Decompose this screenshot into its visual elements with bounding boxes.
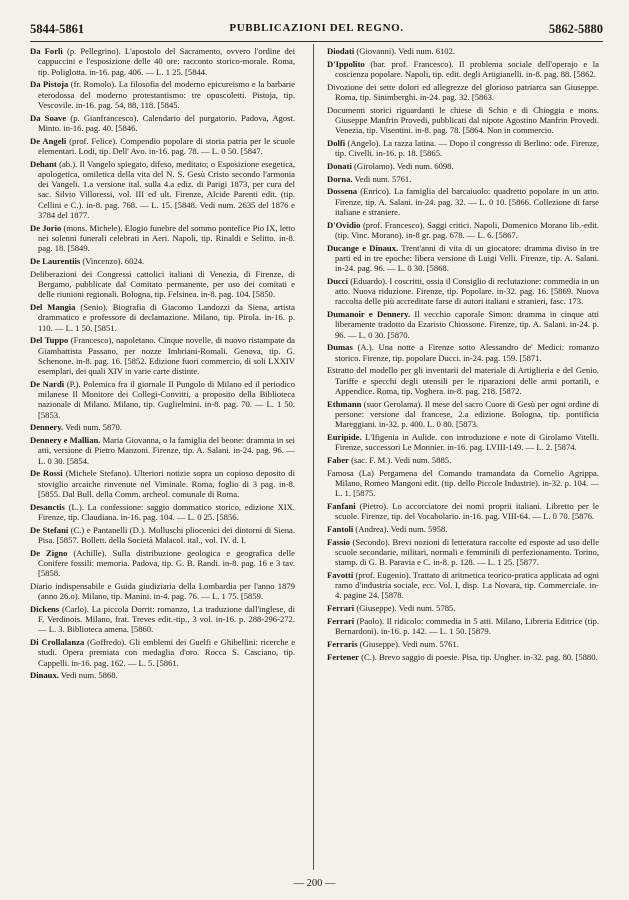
entry-author: De Stefani [30, 524, 69, 535]
entry-author: Fertener [327, 651, 359, 662]
entry-text: (Giovanni). Vedi num. 6102. [356, 46, 456, 56]
header-left-range: 5844-5861 [30, 22, 85, 36]
entry-text: (Angelo). La razza latina. — Dopo il congresso di Berlino: ode. Firenze, tip. Civelli. in-16. p. 18. [5865. [335, 137, 599, 159]
entry-text: Divozione dei sette dolori ed allegrezze del glorioso patriarca san Giuseppe. Roma, tip. Sinimberghi. in-24. pag. 32. [5863. [327, 81, 599, 102]
catalog-entry [327, 639, 599, 649]
catalog-entry [30, 604, 295, 635]
entry-text: (Michele Stefano). Ulteriori notizie sopra un copioso deposito di stoviglio arcaiche rinvenute nel Viminale. Roma, foglio di 3 pag. in-8. [5855. Dal Bull. della Comm. archeol. comunale di Roma. [38, 468, 295, 499]
catalog-entry [327, 616, 599, 637]
entry-text: (L.). La confessione: saggio dommatico storico, edizione XIX. Firenze, tip. Claudiana. in-16. pag. 104. — L. 0 25. [5856. [38, 501, 295, 522]
entry-author: Da Soave [30, 112, 67, 123]
catalog-entry [327, 570, 599, 601]
entry-text: (ab.). Il Vangelo spiegato, difeso, meditato; o Esposizione esegetica, apologetica, omiletica della vita del N. S. Gesù Cristo secondo l'armonia dei Vangeli. 1.a versione ital. sulla 4.a ediz. di Parigi 1873, per cura del sac. Silvio Villoressi, vol. III ed ult. Firenze, Alcide Parenti edit. (tip. Cellini e C.). in-8. pag. 768. — L. 15. [5848. Vedi num. 2635 del 1876 e 3784 del 1877. [38, 158, 295, 221]
entry-author: Dehant [30, 158, 57, 169]
catalog-entry [30, 113, 295, 134]
entry-text: (p. Pellegrino). L'apostolo del Sacramento, ovvero l'ordine dei cappuccini e l'esposizione delle 40 ore: racconto storico-morale. Roma, tip. Poliglotta. in-16. pag. 406. — L. 1 25. [5844. [38, 46, 295, 77]
catalog-entry [327, 468, 599, 499]
catalog-entry [327, 432, 599, 453]
catalog-entry [327, 365, 599, 396]
catalog-entry [30, 637, 295, 668]
entry-author: D'Ippolito [327, 58, 365, 69]
catalog-entry [327, 186, 599, 217]
page-number: — 200 — [293, 878, 336, 889]
entry-text: (Secondo). Brevi nozioni di letteratura raccolte ed esposte ad uso delle scuole secondarie, militari, normali e femminili di perfezionamento. Torino, stamp. di G. B. Paravia e C. in-8. p. 128. — L. 1 25. [5877. [335, 536, 599, 568]
entry-text: (Vincenzo). 6024. [82, 255, 145, 266]
running-header [30, 22, 603, 40]
entry-author: De Zigno [30, 547, 68, 558]
catalog-entry [30, 502, 295, 523]
entry-author: Ethmann [327, 398, 362, 409]
entry-text: Documenti storici riguardanti le chiese di Schio e di Chioggia e mons. Giuseppe Manfrin Provedi, pubblicati dal nipote Agostino Manfrin Provedi. Venezia, tip. Visentini. in-8. pag. 78. [5864. Non in commercio. [327, 104, 599, 136]
entry-text: (Eduardo). I coscritti, ossia il Consiglio di reclutazione: commedia in un atto. Nuova riduzione. Firenze, tip. Popolare. in-32. pag. 16. [5869. Nuova raccolta delle più accreditate farse di autori italiani e stranieri, fasc. 173. [335, 275, 599, 307]
entry-author: De Rossi [30, 468, 63, 479]
entry-author: Euripide. [327, 431, 362, 442]
catalog-entry [327, 276, 599, 307]
entry-author: Dossena [327, 186, 358, 197]
entry-author: Da Pistoja [30, 79, 69, 90]
header-rule [30, 41, 603, 42]
header-right-range: 5862-5880 [548, 22, 603, 36]
entry-author: Faber [327, 454, 349, 465]
entry-text: Il vecchio caporale Simon: dramma in cinque atti liberamente tradotto da Ezaristo Chiossone. Firenze, tip. A. Salani. in-24. p. 96. — L. 0 30. [5870. [335, 309, 599, 340]
entry-text: L'Ifigenia in Aulide. con introduzione e note di Girolamo Vitelli. Firenze, successori Le Monnier. in-16. pag. LVIII-149. — L. 2. [5874. [335, 431, 599, 453]
catalog-entry [30, 335, 295, 376]
entry-text: (fr. Romolo). La filosofia del moderno epicureismo e la barbarie eterodossa del moderno protestantismo: tre opuscoletti. Pistoja, tip. Vescovile. in-16. pag. 54, 88, 118. [5845. [38, 79, 295, 110]
entry-author: Dennery. [30, 422, 64, 433]
entry-author: Ducange e Dinaux. [327, 242, 399, 253]
entry-text: (C.) e Pantanelli (D.). Molluschi pliocenici dei dintorni di Siena. Pisa. [5857. Bollett. della Società Malacol. ital., vol. IV. d. I. [38, 524, 295, 545]
catalog-entry [327, 220, 599, 241]
entry-text: Trent'anni di vita di un giocatore: dramma diviso in tre parti ed in tre epoche: libera versione di Luigi Velli. Firenze, tip. A. Salani. in-24. pag. 96. — L. 0 30. [5868. [335, 242, 599, 274]
entry-text: (Andrea). Vedi num. 5958. [355, 523, 448, 534]
catalog-entry [30, 525, 295, 546]
catalog-entry [30, 422, 295, 432]
entry-text: (C.). Brevo saggio di poesie. Pisa, tip. Ungher. in-32. pag. 80. [5880. [361, 651, 598, 662]
entry-text: (Paolo). Il ridicolo: commedia in 5 atti. Milano, Libreria Editrice (tip. Bernardoni). in-16. p. 142. — L. 1 50. [5879. [335, 615, 599, 637]
entry-author: Dolfi [327, 137, 346, 148]
entry-text: (P.). Polemica fra il giornale Il Pungolo di Milano ed il periodico milanese Il Monitore dei Collegi-Convitti, a proposito della Biblioteca nazionale di Milano. Milano, tip. Guglielmini. in-8. pag. 70. — L. 1 50. [5853. [38, 378, 295, 420]
entry-author: Dennery e Mallian. [30, 435, 101, 446]
entry-text: (suor Gerolama). Il mese del sacro Cuore di Gesù per ogni ordine di persone: versione dal francese, 2.a edizione. Bologna, tip. pontificia Mareggiani. in-32. p. 400. L. 0 80. [5873. [335, 398, 599, 430]
entry-author: De Jorio [30, 222, 62, 233]
entry-text: (Giuseppe). Vedi num. 5785. [356, 603, 456, 614]
entry-author: De Nardi [30, 378, 65, 389]
entry-author: Fantoli [327, 523, 354, 534]
entry-text: Estratto del modello per gli inventarii del materiale di Artiglieria e del Genio. Tariffe e specchi degli utensili per le riparazioni delle armi portatili, e Appendice. Roma, tip. Voghera. in-8. pag. 218. [5872. [327, 365, 599, 396]
entry-text: (mons. Michele). Elogio funebre del sommo pontefice Pio IX, letto nei solenni funerali celebrati in Aeri. Napoli, tip. Rinaldi e Selitto. in-8. pag. 18. [5849. [38, 222, 295, 254]
catalog-entry [327, 138, 599, 159]
entry-author: Di Crollalanza [30, 637, 85, 648]
entry-text: (Goffredo). Gli emblemi dei Guelfi e Ghibellini: ricerche e studi. Opera premiata con medaglia d'oro. Rocca S. Casciano, tip. Cappelli. in-16. pag. 162. — L. 5. [5861. [38, 637, 295, 668]
entry-author: Ferraris [327, 638, 358, 649]
catalog-entry [327, 603, 599, 613]
catalog-entry [327, 537, 599, 568]
entry-text: (prof. Felice). Compendio popolare di storia patria per le scuole elementari. Lodi, tip. Dell' Avo. in-16. pag. 78. — L. 0 50. [5847. [38, 135, 295, 156]
entry-text: (Girolamo). Vedi num. 6098. [354, 160, 454, 171]
entry-text: (sac. F. M.). Vedi num. 5885. [351, 454, 452, 465]
column-divider [313, 44, 314, 870]
entry-author: Ferrari [327, 603, 355, 614]
catalog-entry [30, 223, 295, 254]
entry-text: (A.). Una notte a Firenze sotto Alessandro de' Medici: romanzo storico. Firenze, tip. popolare Ducci. in-24. pag. 159. [5871. [335, 342, 599, 363]
entry-text: Vedi num. 5870. [65, 422, 122, 433]
entry-text: Deliberazioni dei Congressi cattolici italiani di Venezia, di Firenze, di Bergamo, pubblicate dal Comitato permanente, per uso dei comitati e delle riunioni regionali. Bologna, tip. Felsinea. in-8. pag. 104. [5850. [30, 268, 295, 300]
entry-author: Donati [327, 160, 352, 171]
entry-author: Desanctis [30, 501, 65, 512]
entry-text: (p. Gianfrancesco). Calendario del purgatorio. Padova, Agost. Minto. in-16. pag. 40. [5846. [38, 112, 295, 133]
entry-text: Famosa (La) Pergamena del Comando tramandata da Cornelio Agrippa. Milano, Romeo Mangoni edit. (tip. dello Piccole Industrie). in-32. p. 104. — L. 1. [5875. [327, 467, 599, 499]
catalog-entry [30, 379, 295, 420]
catalog-entry [30, 256, 295, 266]
catalog-entry [30, 468, 295, 499]
catalog-entry [327, 59, 599, 80]
entry-text: (Giuseppe). Vedi num. 5761. [359, 638, 459, 649]
catalog-entry [30, 159, 295, 221]
entry-author: Fassio [327, 536, 350, 547]
entry-text: (Pietro). Lo accorciatore dei nomi proprii italiani. Libretto per le scuole. Firenze, tip. del Vocabolario. in-16. pag. VIII-64. — L. 0 70. [5876. [335, 500, 599, 522]
right-column [327, 46, 599, 868]
catalog-entry [327, 501, 599, 522]
entry-text: (Enrico). La famiglia del barcaiuolo: quadretto popolare in un atto. Firenze, tip. A. Salani. in-24. pag. 32. — L. 0 10. [5866. Collezione di farse italiane e straniere. [335, 186, 599, 217]
catalog-entry [327, 399, 599, 430]
entry-text: (bar. prof. Francesco). Il problema sociale dell'operajo e la coscienza popolare. Napoli, tip. edit. degli Artigianelli. in-8. pag. 88. [5862. [335, 58, 599, 79]
entry-author: Del Tuppo [30, 335, 69, 346]
entry-text: Vedi num. 5761. [354, 173, 412, 184]
entry-text: Diario indispensabile e Guida giudiziaria della Lombardia per l'anno 1879 (anno 26.o). Milano, tip. Manini. in-4. pag. 76. — L. 1 75. [5859. [30, 580, 295, 602]
catalog-entry [30, 548, 295, 579]
entry-text: (prof. Francesco). Saggi critici. Napoli, Domenico Morano lib.-edit. (tip. Vinc. Morano). in-8 gr. pag. 678. — L. 6. [5867. [335, 219, 599, 240]
entry-author: Dumanoir e Dennery. [327, 309, 411, 320]
entry-author: De Angeli [30, 135, 67, 146]
entry-text: (Senio). Biografia di Giacomo Landozzi da Siena, artista drammatico e professore di declamazione. Milano, tip. Pirola. in-16. p. 110. — L. 1 50. [5851. [38, 301, 295, 333]
catalog-entry [30, 136, 295, 157]
catalog-entry [30, 269, 295, 300]
catalog-entry [327, 174, 599, 184]
catalog-entry [327, 524, 599, 534]
entry-author: Dorna. [327, 173, 353, 184]
entry-text: Maria Giovanna, o la famiglia del beone: dramma in sei atti, versione di Pietro Manzoni. Firenze, tip. A. Salani. in-24. pag. 96. — L. 0 30. [5854. [38, 435, 295, 466]
header-title: PUBBLICAZIONI DEL REGNO. [229, 22, 404, 34]
entry-text: (Achille). Sulla distribuzione geologica e geografica delle Conifere fossili: memoria. Padova, tip. G. B. Randi. in-8. pag. 16 e 3 tav. [5858. [38, 547, 295, 579]
entry-text: (prof. Eugenio). Trattato di aritmetica teorico-pratica applicata ad ogni ramo d'industria sociale, ecc. Vol. I, disp. 1.a Novara, tip. Commerciale. in-4. pagine 24. [5878. [335, 569, 599, 601]
entry-author: Dinaux. [30, 670, 59, 681]
catalog-entry [30, 302, 295, 333]
entry-text: Vedi num. 5868. [60, 670, 118, 681]
entry-author: Dickens [30, 603, 60, 614]
entry-author: Da Forlì [30, 46, 63, 56]
entry-author: D'Ovidio [327, 219, 361, 230]
catalog-entry [30, 435, 295, 466]
entry-author: Diodati [327, 46, 355, 56]
entry-author: Favotti [327, 569, 354, 580]
catalog-entry [30, 46, 295, 77]
catalog-entry [30, 79, 295, 110]
entry-author: Dumas [327, 342, 353, 353]
catalog-entry [327, 309, 599, 340]
catalog-entry [327, 342, 599, 363]
entry-author: Ducci [327, 275, 349, 286]
catalog-entry [327, 243, 599, 274]
entry-author: Fanfani [327, 500, 356, 511]
catalog-entry [327, 455, 599, 465]
catalog-entry [30, 670, 295, 680]
catalog-entry [327, 652, 599, 662]
catalog-entry [327, 46, 599, 56]
catalog-entry [327, 105, 599, 136]
catalog-entry [327, 82, 599, 103]
entry-author: Ferrari [327, 615, 355, 626]
entry-author: De Laurentiis [30, 255, 81, 266]
entry-text: (Carlo). La piccola Dorrit: romanzo, 1.a traduzione dall'inglese, di F. Verdinois. Milano, frat. Treves edit.-tip., 3 vol. in-16. p. 288-296-272. — L. 3. Biblioteca amena. [5860. [38, 603, 295, 635]
entry-author: Del Mangia [30, 301, 76, 312]
catalog-entry [327, 161, 599, 171]
entry-text: (Francesco), napoletano. Cinque novelle, di nuovo ristampate da Giambattista Passano, per nozze Imbriani-Romali. Genova, tip. G. Schenone. in-8. pag. 16. [5852. Edizione fuori commercio, di soli LXXIV esemplari, dei quali XIV in varie carte distinte. [38, 335, 295, 377]
catalog-entry [30, 581, 295, 602]
left-column [30, 46, 295, 868]
